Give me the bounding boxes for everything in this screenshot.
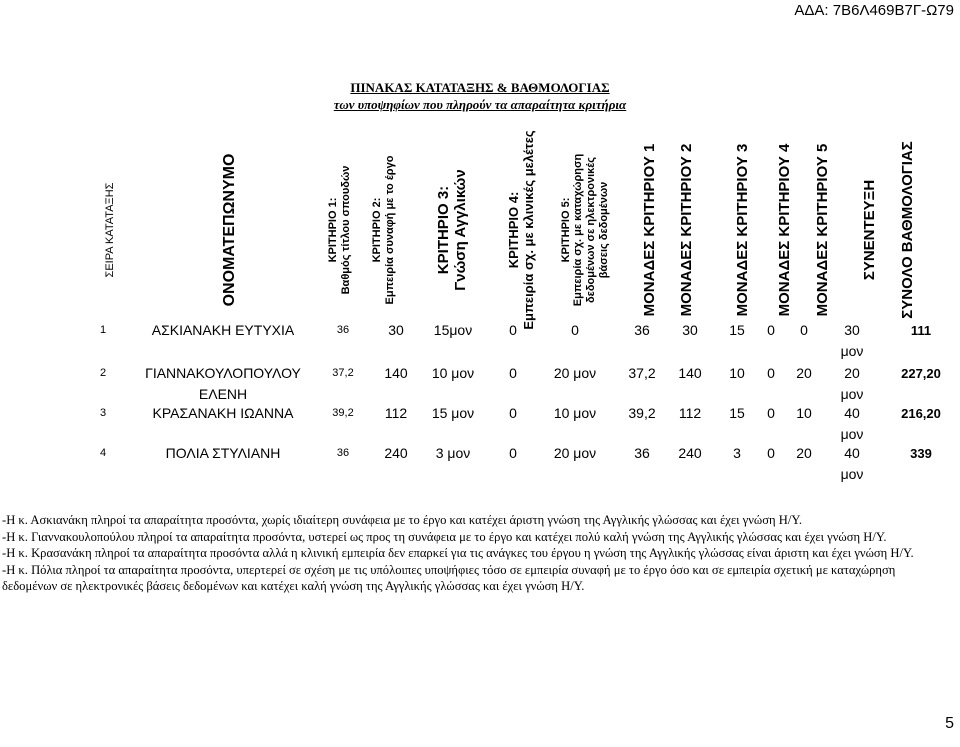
header-line: βάσεις δεδομένων	[597, 181, 610, 279]
cell-k2: 112	[384, 405, 408, 421]
cell-m1: 36	[634, 322, 650, 338]
cell-k5: 0	[571, 322, 579, 338]
cell-m5: 10	[796, 405, 812, 421]
header-line: ΚΡΙΤΗΡΙΟ 5:	[559, 197, 572, 263]
cell-m1: 37,2	[628, 365, 656, 381]
cell-m1: 39,2	[628, 405, 656, 421]
cell-name: ΠΟΛΙΑ ΣΤΥΛΙΑΝΗ	[165, 445, 281, 461]
cell-interview-unit: μον	[840, 343, 864, 359]
cell-m3: 3	[733, 445, 741, 461]
cell-rank: 2	[100, 367, 107, 379]
header-line: ΣΥΝΕΝΤΕΥΞΗ	[861, 179, 879, 281]
cell-rank: 3	[100, 407, 107, 419]
cell-m4: 0	[767, 365, 775, 381]
header-line: Εμπειρία σχ. με κλινικές μελέτες	[521, 130, 536, 330]
cell-m2: 30	[682, 322, 698, 338]
note-2: -Η κ. Γιαννακουλοπούλου πληροί τα απαραίτητα προσόντα, υστερεί ως προς τη συνάφεια με το έργο και κατέχει πολύ καλή γνώση της Αγγλικής γλώσσας και έχει γνώση Η/Υ.	[2, 529, 887, 544]
header-line: Εμπειρία συναφή με το έργο	[384, 155, 396, 305]
cell-m5: 20	[796, 365, 812, 381]
header-line: ΚΡΙΤΗΡΙΟ 2:	[371, 197, 384, 263]
header-line: ΜΟΝΑΔΕΣ ΚΡΙΤΗΡΙΟΥ 2	[678, 143, 696, 317]
header-line: ΣΥΝΟΛΟ ΒΑΘΜΟΛΟΓΙΑΣ	[899, 141, 917, 319]
header-line: ΚΡΙΤΗΡΙΟ 4:	[506, 191, 522, 269]
cell-k3: 15 μον	[431, 405, 475, 421]
header-line: ΣΕΙΡΑ ΚΑΤΑΤΑΞΗΣ	[103, 182, 116, 278]
ada-code: ΑΔΑ: 7Β6Λ469Β7Γ-Ω79	[794, 2, 954, 19]
cell-name: ΚΡΑΣΑΝΑΚΗ ΙΩΑΝΝΑ	[152, 405, 294, 421]
cell-k4: 0	[509, 365, 517, 381]
cell-k4: 0	[509, 405, 517, 421]
page-title: ΠΙΝΑΚΑΣ ΚΑΤΑΤΑΞΗΣ & ΒΑΘΜΟΛΟΓΙΑΣ	[350, 80, 610, 95]
cell-m4: 0	[767, 405, 775, 421]
cell-k1: 36	[336, 324, 350, 336]
note-4: -Η κ. Πόλια πληροί τα απαραίτητα προσόντα, υπερτερεί σε σχέση με τις υπόλοιπες υποψήφιες τόσο σε εμπειρία συναφή με το έργο όσο και σε εμπειρία σχετική με καταχώρηση δεδομένων σε ηλεκτρονικές βάσεις δεδομένων και κατέχει καλή γνώση της Αγγλικής γλώσσας και έχει γνώση Η/Υ.	[2, 562, 896, 593]
cell-k2: 240	[384, 445, 408, 461]
cell-rank: 4	[100, 447, 107, 459]
header-line: ΜΟΝΑΔΕΣ ΚΡΙΤΗΡΙΟΥ 1	[641, 143, 659, 317]
cell-k1: 36	[336, 447, 350, 459]
cell-k5: 20 μον	[553, 365, 597, 381]
header-line: ΚΡΙΤΗΡΙΟ 3:	[434, 185, 452, 275]
cell-k3: 10 μον	[431, 365, 475, 381]
header-line: ΜΟΝΑΔΕΣ ΚΡΙΤΗΡΙΟΥ 5	[814, 143, 832, 317]
cell-m4: 0	[767, 322, 775, 338]
cell-m2: 112	[678, 405, 702, 421]
cell-m2: 140	[678, 365, 702, 381]
note-1: -Η κ. Ασκιανάκη πληροί τα απαραίτητα προσόντα, χωρίς ιδιαίτερη συνάφεια με το έργο και κατέχει άριστη γνώση της Αγγλικής γλώσσας και έχει γνώση Η/Υ.	[2, 513, 802, 527]
header-line: ΜΟΝΑΔΕΣ ΚΡΙΤΗΡΙΟΥ 4	[776, 143, 794, 317]
cell-m3: 15	[729, 322, 745, 338]
note-3: -Η κ. Κρασανάκη πληροί τα απαραίτητα προσόντα αλλά η κλινική εμπειρία δεν επαρκεί για τις ανάγκες του έργου η γνώση της Αγγλικής γλώσσας είναι άριστη και έχει γνώση Η/Υ.	[2, 546, 914, 560]
cell-m5: 20	[796, 445, 812, 461]
cell-k1: 37,2	[332, 367, 354, 379]
cell-total: 111	[910, 323, 932, 338]
cell-k1: 39,2	[332, 407, 354, 419]
header-line: δεδομένων σε ηλεκτρονικές	[585, 157, 597, 303]
cell-k5: 20 μον	[553, 445, 597, 461]
cell-m1: 36	[634, 445, 650, 461]
cell-m4: 0	[767, 445, 775, 461]
cell-k2: 30	[388, 322, 404, 338]
cell-coef: 30	[844, 322, 860, 338]
notes	[2, 512, 942, 595]
header-line: ΟΝΟΜΑΤΕΠΩΝΥΜΟ	[220, 153, 238, 307]
cell-rank: 1	[100, 324, 107, 336]
cell-name: ΓΙΑΝΝΑΚΟΥΛΟΠΟΥΛΟΥ	[145, 365, 301, 381]
cell-coef: 20	[844, 365, 860, 381]
cell-interview-unit: μον	[840, 466, 864, 482]
header-line: ΚΡΙΤΗΡΙΟ 1:	[327, 197, 340, 263]
cell-coef: 40	[844, 405, 860, 421]
cell-interview-unit: μον	[840, 386, 864, 402]
cell-m5: 0	[800, 322, 808, 338]
cell-total: 339	[910, 446, 932, 461]
cell-name: ΑΣΚΙΑΝΑΚΗ ΕΥΤΥΧΙΑ	[151, 322, 295, 338]
cell-name-line2: ΕΛΕΝΗ	[198, 386, 248, 402]
page-subtitle: των υποψηφίων που πληρούν τα απαραίτητα κριτήρια	[333, 97, 627, 112]
cell-k4: 0	[509, 322, 517, 338]
cell-k3: 3 μον	[435, 445, 471, 461]
cell-m3: 15	[729, 405, 745, 421]
header-line: ΜΟΝΑΔΕΣ ΚΡΙΤΗΡΙΟΥ 3	[734, 143, 752, 317]
cell-total: 216,20	[901, 406, 941, 421]
page-number: 5	[945, 715, 954, 732]
cell-k3: 15μον	[433, 322, 473, 338]
cell-k5: 10 μον	[553, 405, 597, 421]
header-line: Βαθμός τίτλου σπουδών	[340, 165, 352, 295]
cell-m2: 240	[678, 445, 702, 461]
cell-interview-unit: μον	[840, 426, 864, 442]
cell-m3: 10	[729, 365, 745, 381]
cell-k4: 0	[509, 445, 517, 461]
cell-coef: 40	[844, 445, 860, 461]
header-line: Εμπειρία σχ. με καταχώρηση	[572, 153, 585, 307]
cell-k2: 140	[384, 365, 408, 381]
header-line: Γνώση Αγγλικών	[452, 169, 469, 291]
cell-total: 227,20	[901, 366, 941, 381]
